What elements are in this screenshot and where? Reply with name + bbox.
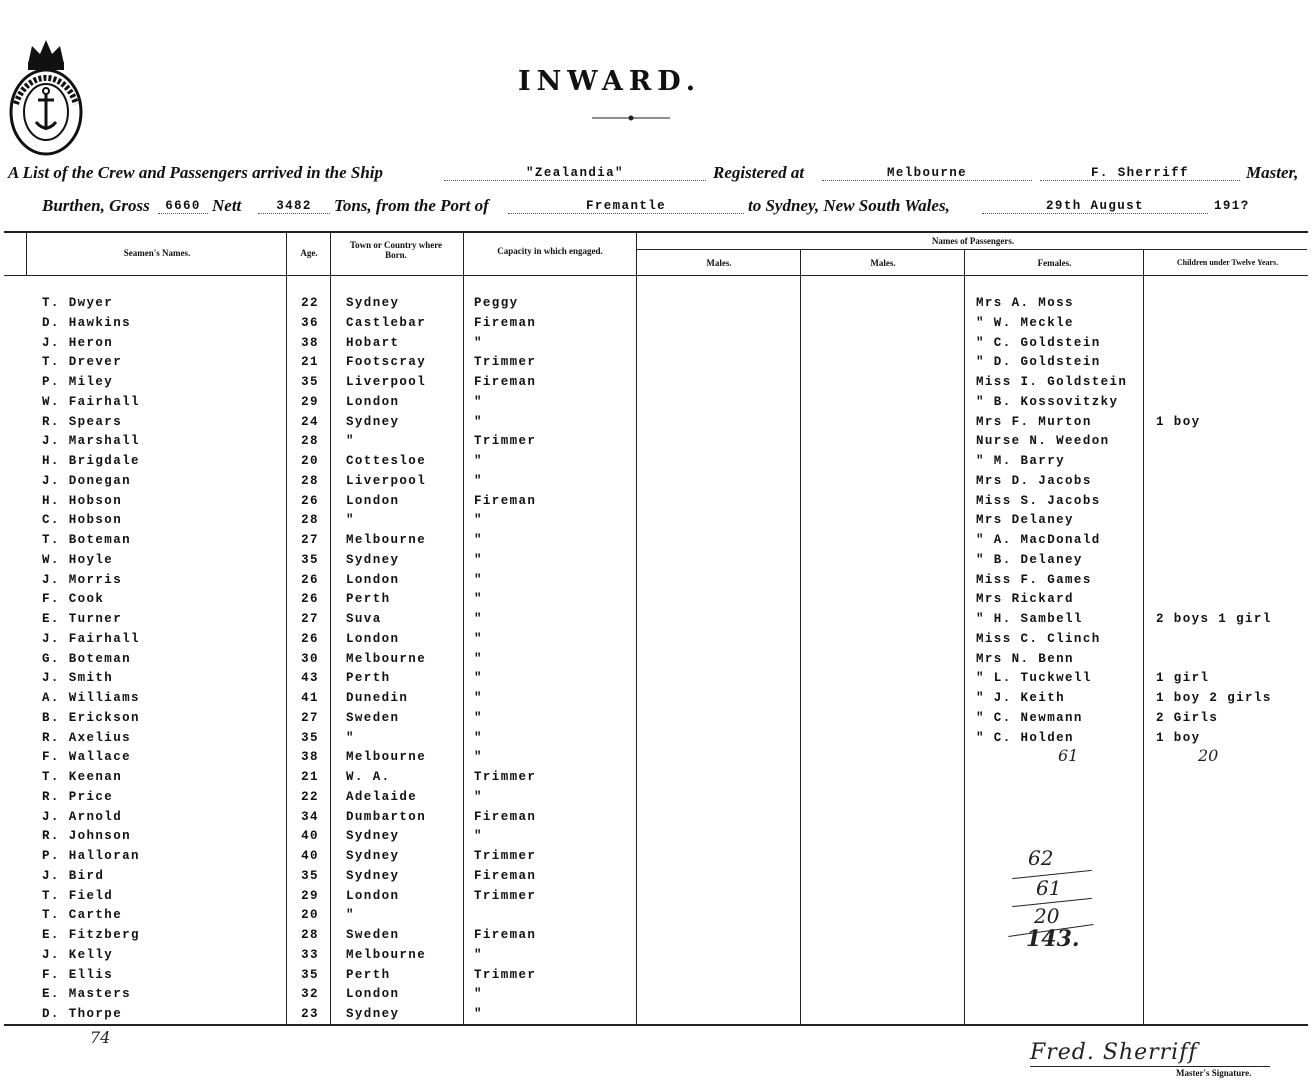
- crew-name: J. Bird: [42, 868, 105, 883]
- crew-age: 26: [301, 493, 319, 508]
- crew-capacity: ": [474, 651, 483, 666]
- registered-port: Melbourne: [822, 166, 1032, 181]
- female-passenger: " W. Meckle: [976, 315, 1074, 330]
- master-name: F. Sherriff: [1040, 166, 1240, 181]
- tally-sum-c: 20: [1034, 904, 1060, 928]
- female-passenger: " H. Sambell: [976, 612, 1083, 626]
- crew-age: 27: [301, 533, 319, 547]
- crew-birthplace: Perth: [346, 671, 391, 686]
- tally-sum-b: 61: [1036, 876, 1062, 900]
- crew-capacity: Trimmer: [474, 434, 537, 449]
- crew-capacity: Fireman: [474, 928, 537, 942]
- crew-age: 27: [301, 612, 319, 626]
- shipping-master-seal: [8, 34, 84, 156]
- crew-capacity: ": [474, 592, 483, 607]
- crew-birthplace: ": [346, 513, 355, 528]
- crew-age: 40: [301, 849, 319, 863]
- title-ornament: [592, 108, 670, 114]
- crew-name: H. Hobson: [42, 493, 123, 508]
- crew-age: 28: [301, 928, 319, 942]
- col-capacity: Capacity in which engaged.: [497, 246, 603, 256]
- crew-birthplace: Castlebar: [346, 315, 427, 330]
- nett-label: Nett: [212, 196, 242, 215]
- crew-capacity: ": [474, 1007, 483, 1021]
- tally-sum-a: 62: [1028, 846, 1054, 870]
- crew-age: 26: [301, 572, 319, 587]
- registered-label: Registered at: [713, 163, 805, 182]
- gross-tons: 6660: [158, 199, 208, 214]
- crew-age: 22: [301, 789, 319, 804]
- crew-age: 32: [301, 987, 319, 1002]
- crew-age: 40: [301, 829, 319, 844]
- female-passenger: Mrs A. Moss: [976, 296, 1074, 310]
- crew-capacity: ": [474, 473, 483, 488]
- crew-name: T. Field: [42, 888, 114, 903]
- children-entry: 1 boy: [1156, 414, 1201, 429]
- crew-age: 27: [301, 710, 319, 725]
- master-label: Master,: [1246, 163, 1299, 182]
- crew-name: R. Johnson: [42, 829, 132, 844]
- crew-birthplace: Melbourne: [346, 533, 427, 547]
- crew-capacity: ": [474, 572, 483, 587]
- crew-capacity: ": [474, 394, 483, 409]
- crew-capacity: Trimmer: [474, 849, 537, 863]
- master-signature: Fred. Sherriff: [1030, 1040, 1198, 1065]
- crew-name: R. Price: [42, 789, 114, 804]
- crew-capacity: ": [474, 710, 483, 725]
- crew-birthplace: Sydney: [346, 552, 400, 567]
- crew-name: J. Arnold: [42, 809, 123, 824]
- crew-name: J. Heron: [42, 335, 114, 350]
- female-passenger: Mrs Rickard: [976, 592, 1074, 607]
- crew-capacity: ": [474, 750, 483, 765]
- crew-capacity: Fireman: [474, 868, 537, 883]
- female-passenger: Miss S. Jacobs: [976, 493, 1101, 508]
- female-passenger: Miss F. Games: [976, 572, 1092, 587]
- crew-name: T. Keenan: [42, 770, 123, 784]
- col-passengers: Names of Passengers.: [931, 236, 1015, 246]
- crew-name: W. Hoyle: [42, 552, 114, 567]
- list-heading: A List of the Crew and Passengers arrived in the Ship: [8, 163, 383, 182]
- crew-name: A. Williams: [42, 691, 140, 705]
- col-males-1: Males.: [706, 258, 732, 268]
- female-passenger: " A. MacDonald: [976, 533, 1101, 547]
- female-passenger: " D. Goldstein: [976, 355, 1101, 370]
- crew-capacity: ": [474, 829, 483, 844]
- crew-name: T. Dwyer: [42, 296, 114, 310]
- crew-age: 35: [301, 868, 319, 883]
- crew-birthplace: Melbourne: [346, 947, 427, 962]
- crew-name: H. Brigdale: [42, 454, 140, 468]
- crew-capacity: ": [474, 631, 483, 646]
- crew-age: 29: [301, 888, 319, 903]
- crew-name: R. Spears: [42, 414, 123, 429]
- female-passenger: Mrs D. Jacobs: [976, 473, 1092, 488]
- crew-age: 33: [301, 947, 319, 962]
- crew-name: F. Cook: [42, 592, 105, 607]
- ship-name: "Zealandia": [444, 166, 706, 181]
- crew-age: 29: [301, 394, 319, 409]
- col-age: Age.: [300, 248, 318, 258]
- crew-age: 35: [301, 375, 319, 389]
- col-children: Children under Twelve Years.: [1176, 258, 1279, 267]
- crew-age: 34: [301, 809, 319, 824]
- crew-capacity: Fireman: [474, 809, 537, 824]
- destination-label: to Sydney, New South Wales,: [748, 196, 950, 215]
- crew-age: 41: [301, 691, 319, 705]
- crew-age: 26: [301, 592, 319, 607]
- crew-capacity: ": [474, 414, 483, 429]
- crew-age: 21: [301, 770, 319, 784]
- crew-name: P. Miley: [42, 375, 114, 389]
- crew-birthplace: London: [346, 572, 400, 587]
- arrival-date: 29th August: [982, 199, 1208, 214]
- crew-birthplace: Hobart: [346, 335, 400, 350]
- crew-capacity: Fireman: [474, 315, 537, 330]
- crew-capacity: ": [474, 987, 483, 1002]
- crew-name: E. Masters: [42, 987, 132, 1002]
- col-born: Town or Country where Born.: [349, 240, 443, 260]
- crew-capacity: ": [474, 612, 483, 626]
- crew-capacity: Trimmer: [474, 967, 537, 982]
- crew-name: J. Fairhall: [42, 631, 140, 646]
- crew-age: 23: [301, 1007, 319, 1021]
- signature-label: Master's Signature.: [1176, 1068, 1252, 1078]
- crew-name: E. Fitzberg: [42, 928, 140, 942]
- crew-name: F. Ellis: [42, 967, 114, 982]
- crew-birthplace: Dunedin: [346, 691, 409, 705]
- female-passenger: " J. Keith: [976, 691, 1066, 705]
- female-passenger: Mrs N. Benn: [976, 651, 1074, 666]
- females-total: 61: [1058, 746, 1079, 765]
- crew-age: 26: [301, 631, 319, 646]
- crew-age: 35: [301, 552, 319, 567]
- crew-birthplace: Sydney: [346, 829, 400, 844]
- crew-birthplace: London: [346, 631, 400, 646]
- crew-age: 43: [301, 671, 319, 686]
- tons-label: Tons, from the Port of: [334, 196, 489, 215]
- female-passenger: Nurse N. Weedon: [976, 434, 1110, 449]
- crew-name: W. Fairhall: [42, 394, 140, 409]
- col-males-2: Males.: [870, 258, 896, 268]
- crew-birthplace: London: [346, 493, 400, 508]
- female-passenger: Miss I. Goldstein: [976, 375, 1128, 389]
- female-passenger: " C. Goldstein: [976, 335, 1101, 350]
- crew-birthplace: Adelaide: [346, 789, 418, 804]
- crew-capacity: ": [474, 552, 483, 567]
- female-passenger: " B. Kossovitzky: [976, 394, 1119, 409]
- crew-age: 38: [301, 335, 319, 350]
- crew-age: 30: [301, 651, 319, 666]
- crew-capacity: ": [474, 335, 483, 350]
- crew-capacity: Trimmer: [474, 888, 537, 903]
- crew-capacity: ": [474, 454, 483, 468]
- crew-age: 28: [301, 434, 319, 449]
- crew-name: E. Turner: [42, 612, 123, 626]
- female-passenger: Mrs Delaney: [976, 513, 1074, 528]
- crew-name: D. Hawkins: [42, 315, 132, 330]
- female-passenger: " L. Tuckwell: [976, 671, 1092, 686]
- crew-capacity: Trimmer: [474, 770, 537, 784]
- crew-name: J. Morris: [42, 572, 123, 587]
- crew-birthplace: Sydney: [346, 296, 400, 310]
- female-passenger: Mrs F. Murton: [976, 414, 1092, 429]
- crew-name: T. Drever: [42, 355, 123, 370]
- crew-birthplace: Footscray: [346, 355, 427, 370]
- female-passenger: " M. Barry: [976, 454, 1066, 468]
- children-entry: 1 boy 2 girls: [1156, 691, 1272, 705]
- children-entry: 2 Girls: [1156, 710, 1219, 725]
- crew-birthplace: ": [346, 908, 355, 923]
- crew-age: 28: [301, 473, 319, 488]
- crew-name: J. Marshall: [42, 434, 140, 449]
- children-total: 20: [1198, 746, 1219, 765]
- female-passenger: " C. Newmann: [976, 710, 1083, 725]
- crew-age: 35: [301, 967, 319, 982]
- children-entry: 1 girl: [1156, 671, 1210, 686]
- crew-capacity: Trimmer: [474, 355, 537, 370]
- crew-name: T. Boteman: [42, 533, 132, 547]
- crew-name: F. Wallace: [42, 750, 132, 765]
- crew-capacity: ": [474, 730, 483, 745]
- crew-birthplace: ": [346, 434, 355, 449]
- crew-birthplace: Perth: [346, 967, 391, 982]
- col-seamen-names: Seamen's Names.: [123, 248, 191, 258]
- crew-birthplace: Sydney: [346, 849, 400, 863]
- crew-name: G. Boteman: [42, 651, 132, 666]
- female-passenger: Miss C. Clinch: [976, 631, 1101, 646]
- crew-birthplace: Dumbarton: [346, 809, 427, 824]
- children-entry: 2 boys 1 girl: [1156, 612, 1272, 626]
- crew-birthplace: Liverpool: [346, 473, 427, 488]
- arrival-year: 191?: [1214, 199, 1250, 213]
- crew-age: 24: [301, 414, 319, 429]
- page-title: INWARD.: [518, 66, 702, 97]
- crew-birthplace: Sweden: [346, 928, 400, 942]
- crew-birthplace: Sweden: [346, 710, 400, 725]
- crew-name: R. Axelius: [42, 730, 132, 745]
- crew-name: C. Hobson: [42, 513, 123, 528]
- crew-name: J. Donegan: [42, 473, 132, 488]
- crew-age: 20: [301, 908, 319, 923]
- crew-capacity: ": [474, 789, 483, 804]
- crew-age: 38: [301, 750, 319, 765]
- crew-capacity: ": [474, 691, 483, 705]
- col-females: Females.: [1037, 258, 1072, 268]
- crew-capacity: ": [474, 947, 483, 962]
- crew-birthplace: Sydney: [346, 1007, 400, 1021]
- crew-capacity: ": [474, 533, 483, 547]
- crew-age: 28: [301, 513, 319, 528]
- crew-birthplace: London: [346, 987, 400, 1002]
- crew-name: T. Carthe: [42, 908, 123, 923]
- crew-birthplace: Sydney: [346, 868, 400, 883]
- crew-age: 20: [301, 454, 319, 468]
- crew-birthplace: Sydney: [346, 414, 400, 429]
- crew-birthplace: London: [346, 888, 400, 903]
- female-passenger: " C. Holden: [976, 730, 1074, 745]
- crew-birthplace: Cottesloe: [346, 454, 427, 468]
- crew-birthplace: W. A.: [346, 770, 391, 784]
- crew-name: J. Kelly: [42, 947, 114, 962]
- crew-birthplace: Suva: [346, 612, 382, 626]
- crew-age: 36: [301, 315, 319, 330]
- crew-birthplace: London: [346, 394, 400, 409]
- crew-birthplace: Liverpool: [346, 375, 427, 389]
- crew-age: 22: [301, 296, 319, 310]
- crew-capacity: Fireman: [474, 493, 537, 508]
- crew-total: 74: [90, 1028, 111, 1047]
- crew-birthplace: Melbourne: [346, 651, 427, 666]
- crew-capacity: Fireman: [474, 375, 537, 389]
- tally-sum-total: 143.: [1026, 926, 1080, 952]
- crew-capacity: Peggy: [474, 296, 519, 310]
- crew-name: B. Erickson: [42, 710, 140, 725]
- crew-capacity: ": [474, 513, 483, 528]
- crew-name: P. Halloran: [42, 849, 140, 863]
- female-passenger: " B. Delaney: [976, 552, 1083, 567]
- crew-birthplace: Melbourne: [346, 750, 427, 765]
- children-entry: 1 boy: [1156, 730, 1201, 745]
- crew-birthplace: Perth: [346, 592, 391, 607]
- nett-tons: 3482: [258, 199, 330, 214]
- crew-birthplace: ": [346, 730, 355, 745]
- crew-age: 21: [301, 355, 319, 370]
- crew-age: 35: [301, 730, 319, 745]
- burthen-label: Burthen, Gross: [42, 196, 150, 215]
- crew-name: J. Smith: [42, 671, 114, 686]
- crew-name: D. Thorpe: [42, 1007, 123, 1021]
- from-port: Fremantle: [508, 199, 744, 214]
- crew-capacity: ": [474, 671, 483, 686]
